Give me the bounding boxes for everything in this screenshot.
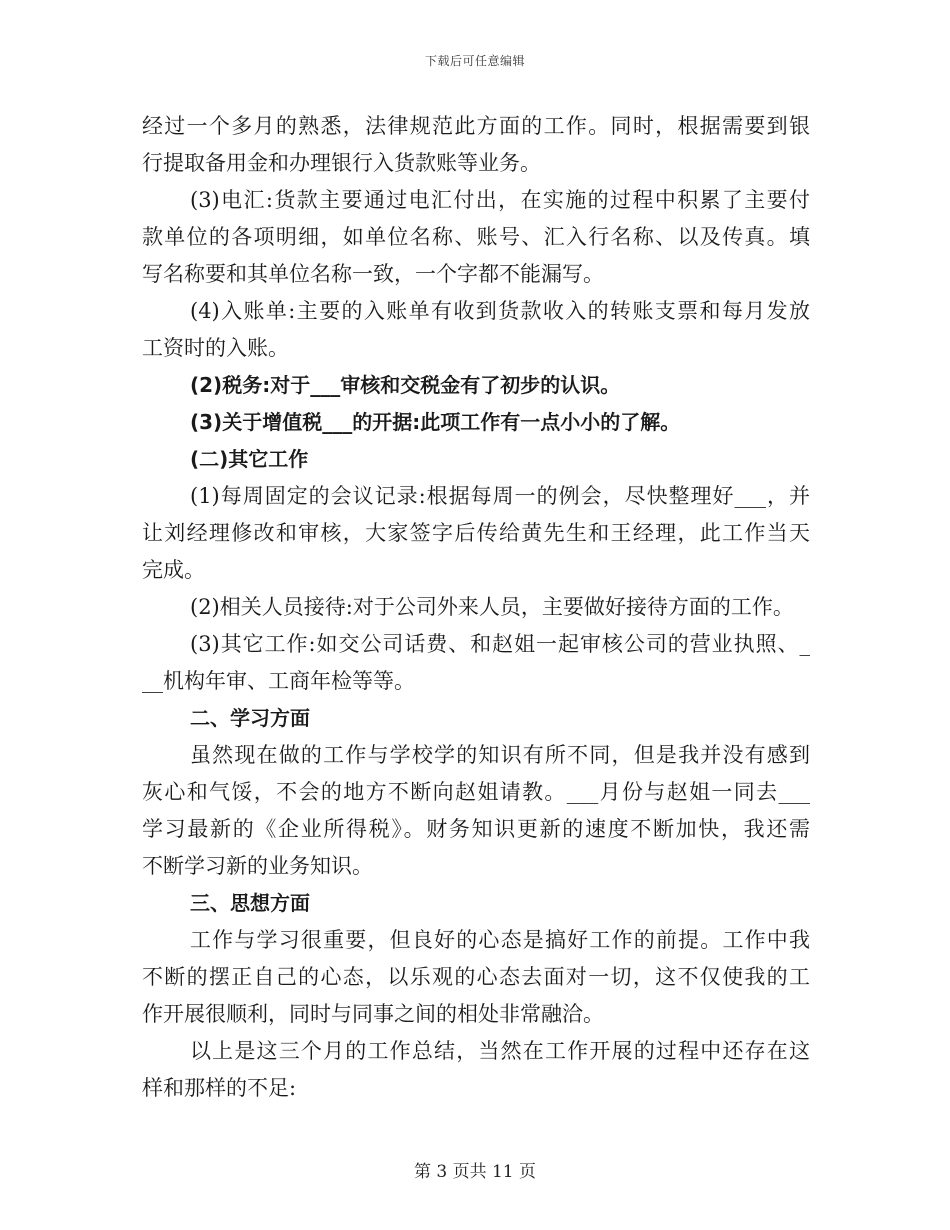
page-header: 下载后可任意编辑 — [424, 54, 525, 68]
paragraph-line: (3)其它工作:如交公司话费、和赵姐一起审核公司的营业执照、_ — [190, 632, 810, 656]
paragraph-line: 经过一个多月的熟悉，法律规范此方面的工作。同时，根据需要到银 — [142, 114, 810, 138]
section-heading-line: 三、思想方面 — [190, 891, 310, 915]
page-number-footer: 第 3 页共 11 页 — [413, 1162, 537, 1182]
section-heading-line: (2)税务:对于___审核和交税金有了初步的认识。 — [190, 373, 621, 397]
section-heading-line: (二)其它工作 — [190, 447, 309, 471]
paragraph-line: 写名称要和其单位名称一致，一个字都不能漏写。 — [142, 262, 604, 286]
paragraph-line: (3)电汇:货款主要通过电汇付出，在实施的过程中积累了主要付 — [190, 188, 810, 212]
paragraph-line: 款单位的各项明细，如单位名称、账号、汇入行名称、以及传真。填 — [142, 225, 810, 249]
paragraph-line: (1)每周固定的会议记录:根据每周一的例会，尽快整理好___，并 — [190, 484, 810, 508]
section-heading-line: (3)关于增值税___的开据:此项工作有一点小小的了解。 — [190, 410, 681, 434]
section-heading-line: 二、学习方面 — [190, 706, 310, 730]
paragraph-line: 样和那样的不足: — [142, 1076, 297, 1100]
paragraph-line: 以上是这三个月的工作总结，当然在工作开展的过程中还存在这 — [190, 1039, 810, 1063]
paragraph-line: 工资时的入账。 — [142, 336, 289, 360]
paragraph-line: 作开展很顺利，同时与同事之间的相处非常融洽。 — [142, 1002, 604, 1026]
paragraph-line: 完成。 — [142, 558, 205, 582]
paragraph-line: (2)相关人员接待:对于公司外来人员，主要做好接待方面的工作。 — [190, 595, 794, 619]
paragraph-line: 灰心和气馁，不会的地方不断向赵姐请教。___月份与赵姐一同去___ — [142, 780, 810, 804]
paragraph-line: 学习最新的《企业所得税》。财务知识更新的速度不断加快，我还需 — [142, 817, 810, 841]
paragraph-line: 虽然现在做的工作与学校学的知识有所不同，但是我并没有感到 — [190, 743, 810, 767]
paragraph-line: 行提取备用金和办理银行入货款账等业务。 — [142, 151, 541, 175]
paragraph-line: __机构年审、工商年检等等。 — [142, 669, 415, 693]
paragraph-line: (4)入账单:主要的入账单有收到货款收入的转账支票和每月发放 — [190, 299, 810, 323]
paragraph-line: 工作与学习很重要，但良好的心态是搞好工作的前提。工作中我 — [190, 928, 810, 952]
paragraph-line: 不断学习新的业务知识。 — [142, 854, 373, 878]
document-body — [142, 108, 810, 1107]
paragraph-line: 让刘经理修改和审核，大家签字后传给黄先生和王经理，此工作当天 — [142, 521, 810, 545]
paragraph-line: 不断的摆正自己的心态，以乐观的心态去面对一切，这不仅使我的工 — [142, 965, 810, 989]
